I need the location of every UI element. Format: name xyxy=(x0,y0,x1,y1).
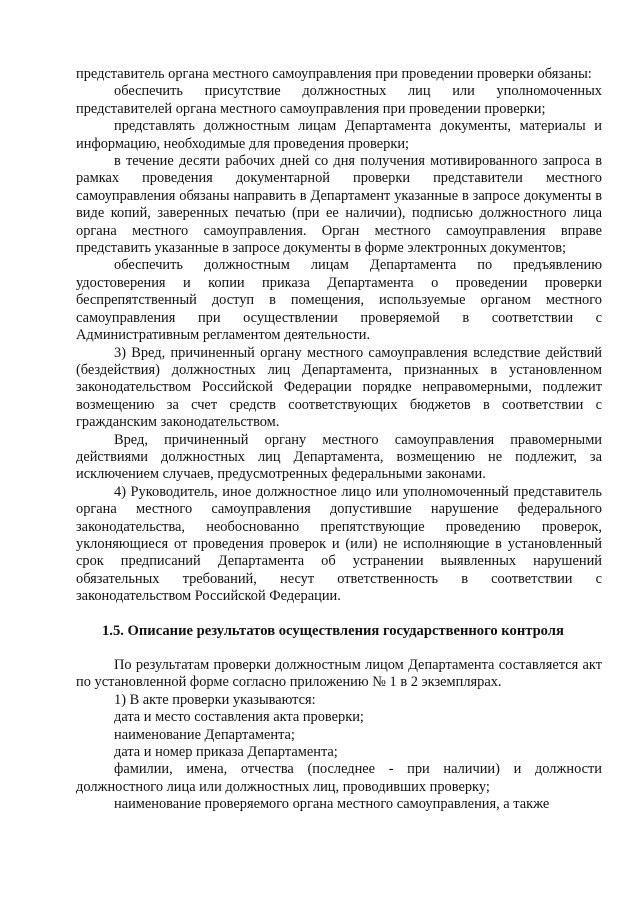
paragraph: 3) Вред, причиненный органу местного самоуправления вследствие действий (бездействия) должностных лиц Департамента, признанных в установленном законодательством Российской Федерации порядке неправомерными, подлежит возмещению за счет средств соответствующих бюджетов в соответствии с гражданским законодательством. xyxy=(76,344,602,431)
paragraph: представитель органа местного самоуправления при проведении проверки обязаны: xyxy=(76,66,592,82)
paragraph: По результатам проверки должностным лицом Департамента составляется акт по установленной форме согласно приложению № 1 в 2 экземплярах. xyxy=(76,657,602,691)
paragraph: Вред, причиненный органу местного самоуправления правомерными действиями должностных лиц Департамента, возмещению не подлежит, за исключением случаев, предусмотренных федеральными законами. xyxy=(76,431,602,483)
paragraph: фамилии, имена, отчества (последнее - при наличии) и должности должностного лица или должностных лиц, проводивших проверку; xyxy=(76,761,602,795)
paragraph: 4) Руководитель, иное должностное лицо или уполномоченный представитель органа местного самоуправления допустившие нарушение федерального законодательства, необоснованно препятствующие проведению проверок, уклоняющиеся от проведения проверок и (или) не исполняющие в установленный срок предписаний Департамента об устранении выявленных нарушений обязательных требований, несут ответственность в соответствии с законодательством Российской Федерации. xyxy=(76,483,602,605)
paragraph: обеспечить должностным лицам Департамента по предъявлению удостоверения и копии приказа Департамента о проведении проверки беспрепятственный доступ в помещения, используемые органом местного самоуправления при осуществлении проверяемой в соответствии с Административным регламентом деятельности. xyxy=(76,257,602,344)
paragraph: обеспечить присутствие должностных лиц или уполномоченных представителей органа местного самоуправления при проведении проверки; xyxy=(76,83,602,117)
document-page xyxy=(76,66,602,814)
paragraph: наименование проверяемого органа местного самоуправления, а также xyxy=(114,796,550,813)
paragraph: 1) В акте проверки указываются: xyxy=(114,691,316,708)
paragraph: в течение десяти рабочих дней со дня получения мотивированного запроса в рамках проведения документарной проверки представители местного самоуправления обязаны направить в Департамент указанные в запросе документы в виде копий, заверенных печатью (при ее наличии), подписью должностного лица органа местного самоуправления. Орган местного самоуправления вправе представить указанные в запросе документы в форме электронных документов; xyxy=(76,153,602,257)
paragraph: дата и номер приказа Департамента; xyxy=(114,744,338,761)
paragraph: представлять должностным лицам Департамента документы, материалы и информацию, необходимые для проведения проверки; xyxy=(76,118,602,152)
section-heading: 1.5. Описание результатов осуществления государственного контроля xyxy=(102,622,564,639)
paragraph: дата и место составления акта проверки; xyxy=(114,709,364,726)
paragraph: наименование Департамента; xyxy=(114,726,295,743)
